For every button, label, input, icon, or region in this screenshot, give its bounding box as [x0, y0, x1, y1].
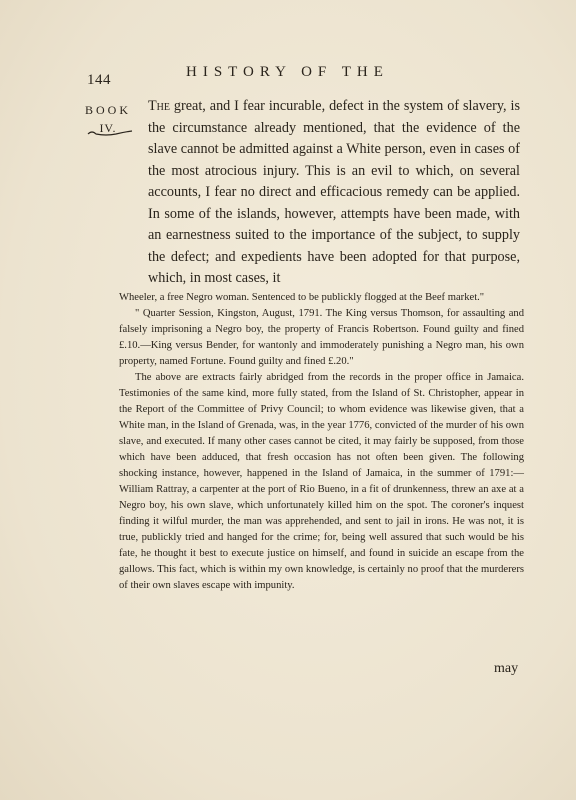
main-paragraph	[148, 96, 520, 290]
running-title: HISTORY OF THE	[186, 64, 389, 80]
footnote-paragraph: " Quarter Session, Kingston, August, 1791. The King versus Thomson, for assaulting and falsely imprisoning a Negro boy, the property of Francis Robertson. Found guilty and fined £.10.—King versus Bender, for wantonly and immoderately punishing a Negro man, his own property, named Fortune. Found guilty and fined £.20."	[119, 308, 524, 367]
catchword: may	[494, 661, 519, 676]
main-body-text: great, and I fear incurable, defect in the system of slavery, is the circumstance already mentioned, that the evidence of the slave cannot be admitted against a White person, even in cases of the most atrocious injury. This is an evil to which, on several accounts, I fear no direct and efficacious remedy can be applied. In some of the islands, however, attempts have been made, with an earnestness suited to the importance of the subject, to supply the defect; and expedients have been adopted for that purpose, which, in most cases, it	[148, 98, 520, 286]
flourish-ornament	[86, 128, 134, 138]
volume-number: IV.	[99, 121, 117, 135]
footnote-paragraph: Wheeler, a free Negro woman. Sentenced to be publickly flogged at the Beef market."	[119, 292, 485, 303]
footnote-paragraph: The above are extracts fairly abridged from the records in the proper office in Jamaica. Testimonies of the same kind, more fully stated, from the Island of St. Christopher, appear in the Report of the Committee of Privy Council; to whom evidence was likewise given, that a White man, in the Island of Grenada, was, in the year 1776, convicted of the murder of his own slave, and executed. If many other cases cannot be cited, it may fairly be supposed, from those which have been adduced, that fresh occasion has not often been given. The following shocking instance, however, happened in the Island of Jamaica, in the summer of 1791:—William Rattray, a carpenter at the port of Rio Bueno, in a fit of drunkenness, threw an axe at a Negro boy, his own slave, which unfortunately killed him on the spot. The coroner's inquest finding it wilful murder, the man was apprehended, and sent to jail in irons. He was not, it is true, publickly tried and hanged for the crime; for, being well assured that such would be his fate, he thought it best to execute justice on himself, and found in suicide an escape from the gallows. This fact, which is within my own knowledge, is certainly no proof that the murderers of their own slaves escape with impunity.	[119, 372, 524, 591]
main-lead-word: The	[148, 98, 170, 114]
book-label: BOOK	[85, 103, 132, 117]
page-number: 144	[87, 72, 111, 88]
footnotes	[119, 290, 524, 594]
